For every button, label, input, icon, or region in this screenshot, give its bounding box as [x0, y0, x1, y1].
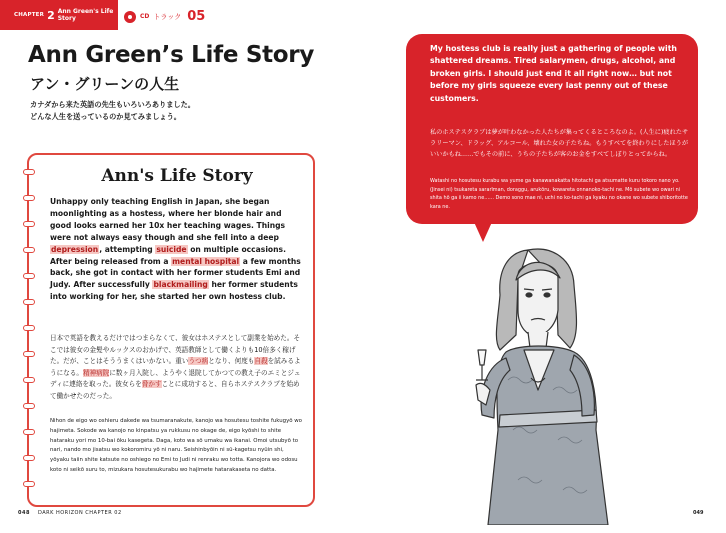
quote-english: My hostess club is really just a gathering of people with shattered dreams. Tired salarymen, drugs, alcohol, and broken girls. I should just end it all right now… but not before my girls squeeze every last penny out of these customers.	[430, 44, 677, 103]
chapter-number: 2	[47, 8, 55, 22]
story-text: ことに成功すると、自らホステスクラブを始めて働かせたのだった。	[50, 380, 300, 400]
binder-ring-icon	[23, 273, 35, 279]
intro-text	[30, 99, 330, 123]
binder-ring-icon	[23, 169, 35, 175]
story-text: her former students into working for her, she started her own hostess club.	[50, 280, 298, 302]
track-label: トラック	[153, 12, 182, 21]
page-subtitle-jp: アン・グリーンの人生	[30, 75, 180, 93]
binder-ring-icon	[23, 481, 35, 487]
story-text: を試みるようになる。	[50, 357, 301, 377]
quote-romaji: Watashi no hosutesu kurabu wa yume ga kanawanakatta hitotachi ga atsumatte kuru tokoro nano yo. (Jinsei ni) tsukareta sararīman, doraggu, arukōru, kowareta onnanoko-tachi ne. Mō subete wo owari ni shita hō ga ii kamo ne…… Demo sono mae ni, uchi no ko-tachi ga kyaku no okane wo subete shiboritotte kara ne.	[430, 178, 688, 210]
chapter-tab	[0, 0, 118, 30]
track-number: 05	[187, 9, 206, 24]
story-text: , attempting	[99, 244, 156, 254]
binder-ring-icon	[23, 377, 35, 383]
highlight-word: depression	[51, 244, 99, 254]
quote-japanese: 私のホステスクラブは夢が叶わなかった人たちが集ってくるところなのよ。(人生に)疲れたサラリーマン、ドラッグ、アルコール、壊れた女の子たちね。もうすべてを終わりにしたほうがいいかもね……でもその前に、うちの子たちが客のお金をすべてしぼりとってからね。	[430, 129, 689, 158]
binder-ring-icon	[23, 299, 35, 305]
cd-icon	[124, 11, 136, 23]
story-heading: Ann's Life Story	[101, 166, 253, 186]
story-japanese-paragraph	[50, 333, 302, 403]
binder-ring-icon	[23, 403, 35, 409]
highlight-word: 脅かす	[141, 380, 162, 389]
binder-ring-icon	[23, 247, 35, 253]
intro-line: カナダから来た英語の先生もいろいろありました。	[30, 100, 195, 109]
binder-ring-icon	[23, 325, 35, 331]
highlight-word: 自殺	[254, 357, 268, 366]
highlight-word: suicide	[156, 244, 187, 254]
highlight-word: blackmailing	[153, 280, 208, 290]
cd-label: CD	[140, 13, 150, 20]
footer-left	[18, 510, 122, 516]
page-number-right: 049	[693, 510, 704, 516]
ann-character-illustration	[458, 240, 643, 525]
intro-line: どんな人生を送っているのか見てみましょう。	[30, 112, 181, 121]
story-text: on multiple occasions. After being released from a	[50, 244, 286, 266]
story-text: Unhappy only teaching English in Japan, she began moonlighting as a hostess, where her blonde hair and good looks earned her 10x her teaching wages. Things were not always easy though and she fell into a deep	[50, 197, 286, 242]
chapter-title: Ann Green's Life Story	[57, 8, 114, 22]
speech-bubble-tail	[474, 222, 492, 242]
story-text: となり、何度も	[208, 357, 255, 366]
highlight-word: うつ病	[188, 357, 209, 366]
story-text: 日本で英語を教えるだけではつまらなくて、彼女はホステスとして副業を始めた。そこでは彼女の金髪やルックスのおかげで、英語教師として働くよりも10倍多く稼げた。だが、ことはそううまくはいかない。重い	[50, 334, 301, 366]
story-english-paragraph	[50, 196, 302, 303]
highlight-word: 精神病院	[82, 368, 110, 377]
wine-glass-icon	[478, 350, 486, 365]
binder-ring-icon	[23, 195, 35, 201]
page-title: Ann Green’s Life Story	[28, 42, 315, 68]
highlight-word: mental hospital	[172, 256, 240, 266]
story-romaji-paragraph: Nihon de eigo wo oshieru dakede wa tsumaranakute, kanojo wa hosutesu toshite fukugyō wo hajimeta. Sokode wa kanojo no kinpatsu ya rukkusu no okage de, eigo kyōshi to shite hataraku yori mo 10-bai ōku kasegeta. Daga, koto wa sō umaku wa ikanai. Omoi utsubyō to nari, nando mo jisatsu wo kokoromiru yō ni naru. Seishinbyōin ni sū-kagetsu nyūin shi, yōyaku taiin shite katsute no oshiego no Emi to Judi ni renraku wo totta. Kanojora wo odosu koto ni seikō suru to, mizukara hosutesukurabu wo hajimete hatarakaseta no datta.	[50, 418, 302, 473]
chapter-word: CHAPTER	[14, 12, 45, 18]
book-title: DARK HORIZON CHAPTER 02	[37, 510, 122, 516]
binder-ring-icon	[23, 429, 35, 435]
binder-ring-icon	[23, 221, 35, 227]
story-text: a few months back, she got in contact with her former students Emi and Judy. After successfully	[50, 256, 301, 290]
cd-track-indicator	[124, 9, 205, 24]
binder-ring-icon	[23, 351, 35, 357]
binder-ring-icon	[23, 455, 35, 461]
page-number-left: 048	[18, 510, 30, 516]
story-text: に数ヶ月入院し、ようやく退院してかつての教え子のエミとジュディに連絡を取った。彼女らを	[50, 368, 301, 389]
